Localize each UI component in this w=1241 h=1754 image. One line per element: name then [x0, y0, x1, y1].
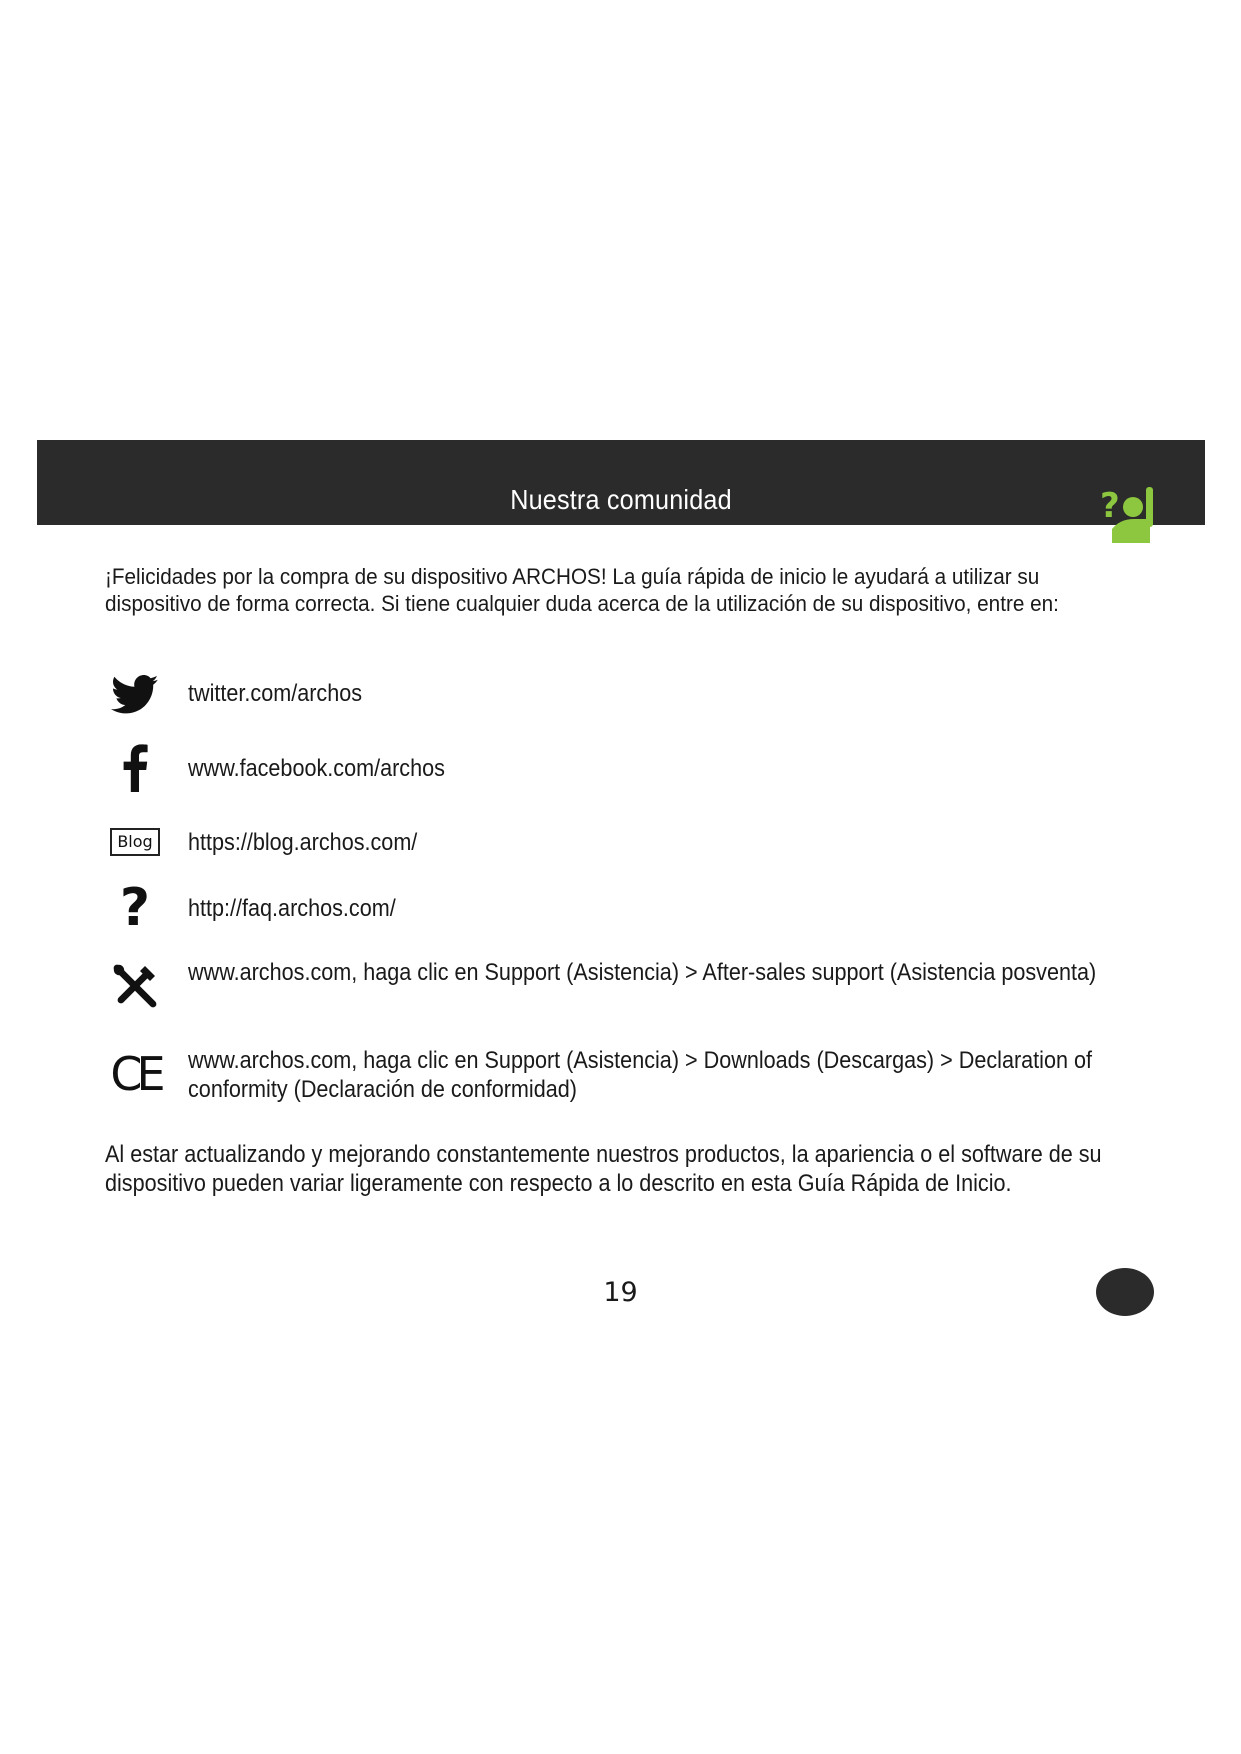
question-icon-glyph: ? [119, 878, 151, 938]
help-person-icon [1098, 485, 1158, 545]
link-text[interactable]: www.facebook.com/archos [188, 755, 445, 782]
link-text[interactable]: twitter.com/archos [188, 680, 363, 707]
footer-note: Al estar actualizando y mejorando constantemente nuestros productos, la apariencia o el software de su dispositivo pueden variar ligeramente con respecto a lo descrito en esta Guía Rápida de Inicio. [105, 1141, 1102, 1197]
header-bar [37, 440, 1205, 525]
link-text[interactable]: https://blog.archos.com/ [188, 829, 418, 856]
intro-paragraph: ¡Felicidades por la compra de su dispositivo ARCHOS! La guía rápida de inicio le ayudará a utilizar su dispositivo de forma correcta. Si tiene cualquier duda acerca de la utilización de su dispositivo, entre en: [105, 564, 1059, 616]
blog-icon-label: Blog [110, 828, 159, 856]
page-title: Nuestra comunidad [510, 484, 732, 515]
link-text[interactable]: www.archos.com, haga clic en Support (Asistencia) > Downloads (Descargas) > Declaration of conformity (Declaración de conformidad) [188, 1047, 1093, 1103]
svg-text:?: ? [1100, 486, 1120, 526]
page-number: 19 [603, 1277, 638, 1308]
link-text[interactable]: www.archos.com, haga clic en Support (Asistencia) > After-sales support (Asistencia posventa) [188, 959, 1097, 986]
tools-icon [100, 958, 170, 1014]
facebook-icon [100, 740, 170, 796]
link-text[interactable]: http://faq.archos.com/ [188, 895, 396, 922]
page-marker-dot [1096, 1268, 1154, 1316]
question-icon [100, 880, 170, 936]
twitter-icon [100, 667, 170, 723]
blog-icon [100, 814, 170, 870]
ce-mark-icon [100, 1046, 170, 1102]
ce-mark-glyph: CE [110, 1047, 160, 1101]
